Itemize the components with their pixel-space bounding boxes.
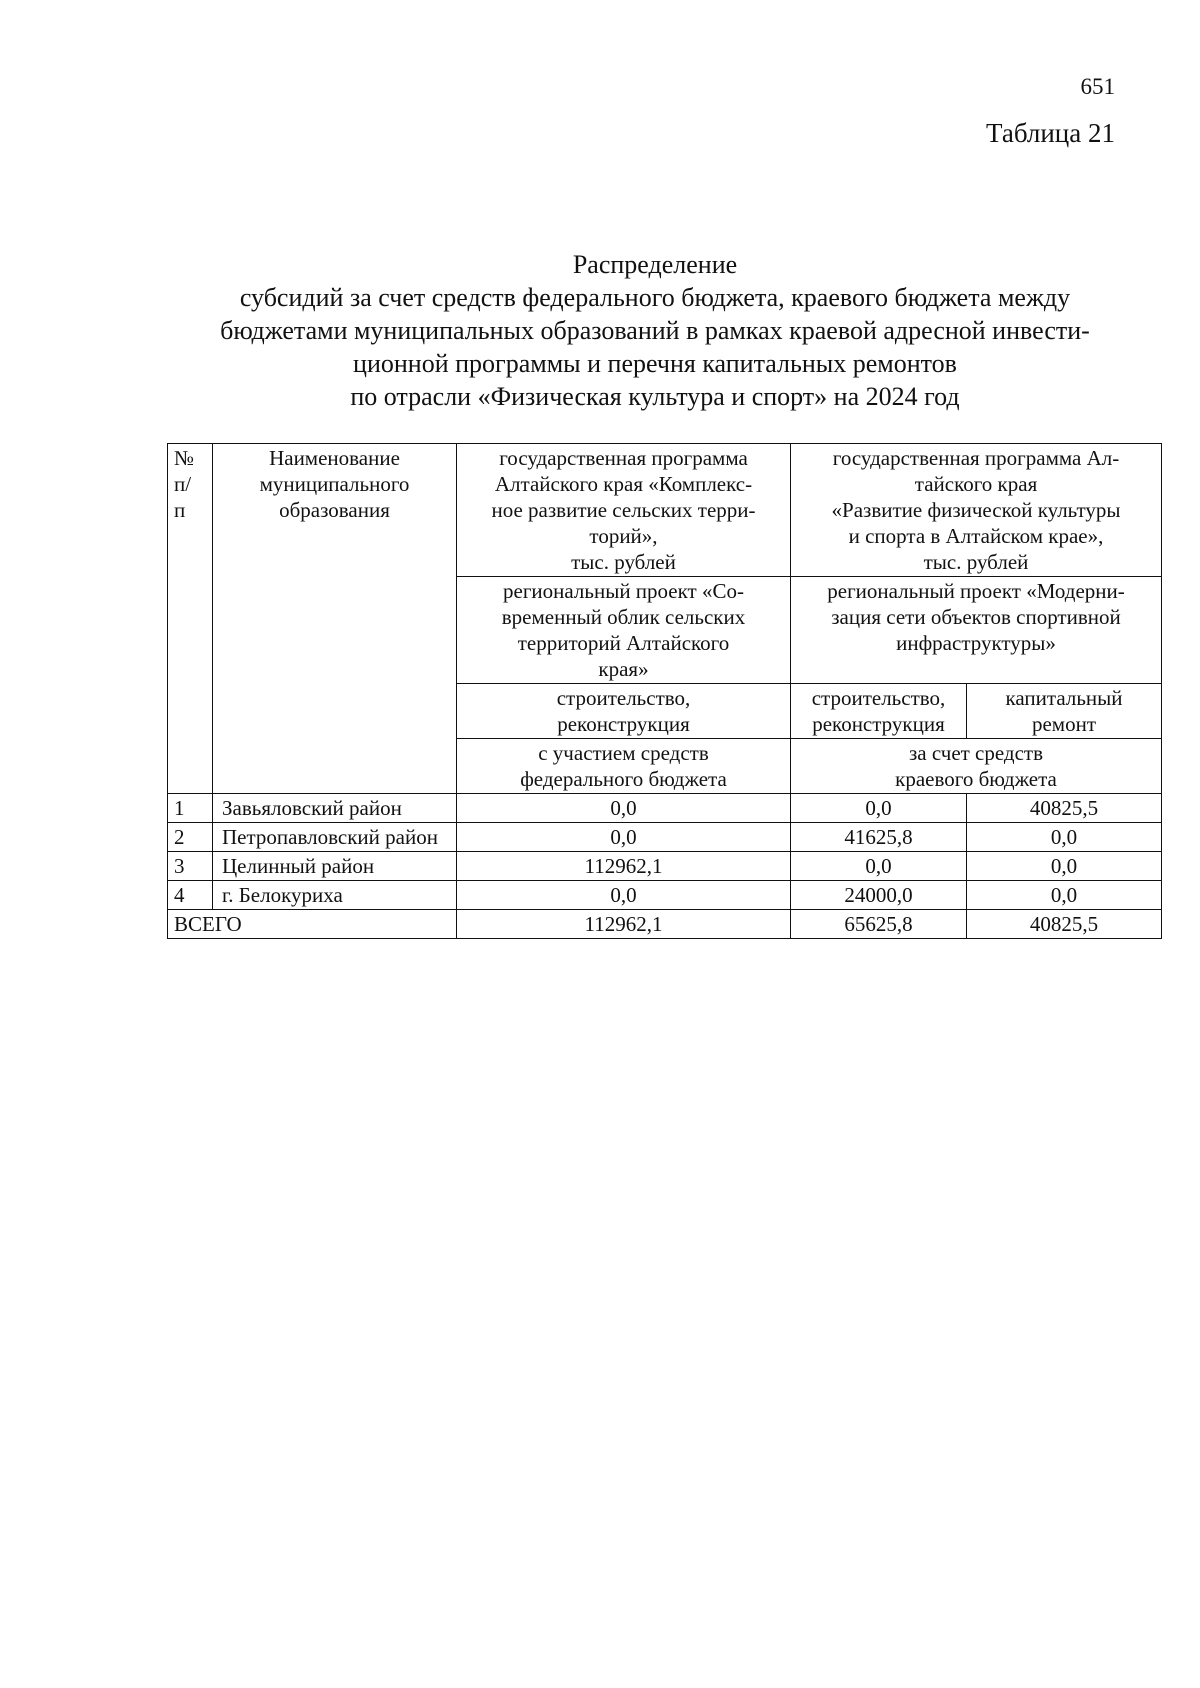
project1-line: края» xyxy=(598,657,649,681)
table-row xyxy=(168,794,1162,823)
program1-line: Алтайского края «Комплекс- xyxy=(494,472,753,496)
row-value-cell: 112962,1 xyxy=(457,852,791,881)
program1-line: торий», xyxy=(589,524,658,548)
project2-line: региональный проект «Модерни- xyxy=(827,579,1125,603)
project2-line: инфраструктуры» xyxy=(896,631,1056,655)
type-line: строительство, xyxy=(556,686,691,710)
row-name-cell: Петропавловский район xyxy=(213,823,457,852)
row-name-cell: Целинный район xyxy=(213,852,457,881)
header-row xyxy=(168,444,1162,577)
header-num-line: п xyxy=(174,498,186,522)
row-value-cell: 0,0 xyxy=(791,794,967,823)
type-line: строительство, xyxy=(811,686,946,710)
row-value-cell: 0,0 xyxy=(457,823,791,852)
header-name-line: Наименование xyxy=(269,446,400,470)
program2-line: тайского края xyxy=(914,472,1038,496)
title-line: Распределение xyxy=(572,250,738,279)
title-line: по отрасли «Физическая культура и спорт» на 2024 год xyxy=(350,382,960,411)
header-name-cell xyxy=(213,444,457,794)
program2-line: государственная программа Ал- xyxy=(832,446,1120,470)
row-value-cell: 0,0 xyxy=(457,794,791,823)
program2-line: «Развитие физической культуры xyxy=(831,498,1121,522)
header-type-cell xyxy=(791,684,967,739)
project1-line: временный облик сельских xyxy=(501,605,746,629)
header-source-cell xyxy=(791,739,1162,794)
type-line: ремонт xyxy=(1031,712,1097,736)
row-value-cell: 40825,5 xyxy=(967,794,1162,823)
type-line: реконструкция xyxy=(812,712,945,736)
header-program2-cell xyxy=(791,444,1162,577)
row-value-cell: 24000,0 xyxy=(791,881,967,910)
header-type-cell xyxy=(457,684,791,739)
source-line: краевого бюджета xyxy=(895,767,1057,791)
title-line: бюджетами муниципальных образований в рамках краевой адресной инвести- xyxy=(220,316,1090,345)
row-num-cell: 1 xyxy=(168,794,213,823)
table-row xyxy=(168,852,1162,881)
project1-line: территорий Алтайского xyxy=(517,631,730,655)
header-project2-cell xyxy=(791,577,1162,684)
title-line: субсидий за счет средств федерального бюджета, краевого бюджета между xyxy=(239,283,1071,312)
row-name-cell: г. Белокуриха xyxy=(213,881,457,910)
total-value-cell: 40825,5 xyxy=(967,910,1162,939)
total-row xyxy=(168,910,1162,939)
document-title xyxy=(150,248,1160,413)
header-program1-cell xyxy=(457,444,791,577)
title-line: ционной программы и перечня капитальных ремонтов xyxy=(353,349,957,378)
row-name-cell: Завьяловский район xyxy=(213,794,457,823)
header-num-line: № xyxy=(174,446,195,470)
project1-line: региональный проект «Со- xyxy=(503,579,744,603)
header-num-cell xyxy=(168,444,213,794)
subsidy-table xyxy=(167,443,1162,939)
row-value-cell: 0,0 xyxy=(457,881,791,910)
project2-line: зация сети объектов спортивной xyxy=(831,605,1121,629)
header-type-cell xyxy=(967,684,1162,739)
type-line: реконструкция xyxy=(557,712,690,736)
row-value-cell: 41625,8 xyxy=(791,823,967,852)
header-project1-cell xyxy=(457,577,791,684)
row-num-cell: 3 xyxy=(168,852,213,881)
total-label-cell: ВСЕГО xyxy=(168,910,457,939)
total-value-cell: 65625,8 xyxy=(791,910,967,939)
row-value-cell: 0,0 xyxy=(791,852,967,881)
page-number: 651 xyxy=(1080,74,1115,99)
header-source-cell xyxy=(457,739,791,794)
program2-line: и спорта в Алтайском крае», xyxy=(848,524,1104,548)
source-line: за счет средств xyxy=(908,741,1044,765)
header-num-line: п/ xyxy=(174,472,192,496)
program1-line: тыс. рублей xyxy=(571,550,676,574)
program1-line: ное развитие сельских терри- xyxy=(491,498,756,522)
row-num-cell: 4 xyxy=(168,881,213,910)
header-name-line: образования xyxy=(279,498,390,522)
program1-line: государственная программа xyxy=(499,446,748,470)
type-line: капитальный xyxy=(1005,686,1123,710)
row-value-cell: 0,0 xyxy=(967,852,1162,881)
source-line: федерального бюджета xyxy=(520,767,727,791)
table-row xyxy=(168,823,1162,852)
program2-line: тыс. рублей xyxy=(923,550,1029,574)
table-row xyxy=(168,881,1162,910)
total-value-cell: 112962,1 xyxy=(457,910,791,939)
row-value-cell: 0,0 xyxy=(967,823,1162,852)
header-name-line: муниципального xyxy=(259,472,410,496)
table-label: Таблица 21 xyxy=(986,118,1115,148)
source-line: с участием средств xyxy=(538,741,709,765)
row-num-cell: 2 xyxy=(168,823,213,852)
row-value-cell: 0,0 xyxy=(967,881,1162,910)
